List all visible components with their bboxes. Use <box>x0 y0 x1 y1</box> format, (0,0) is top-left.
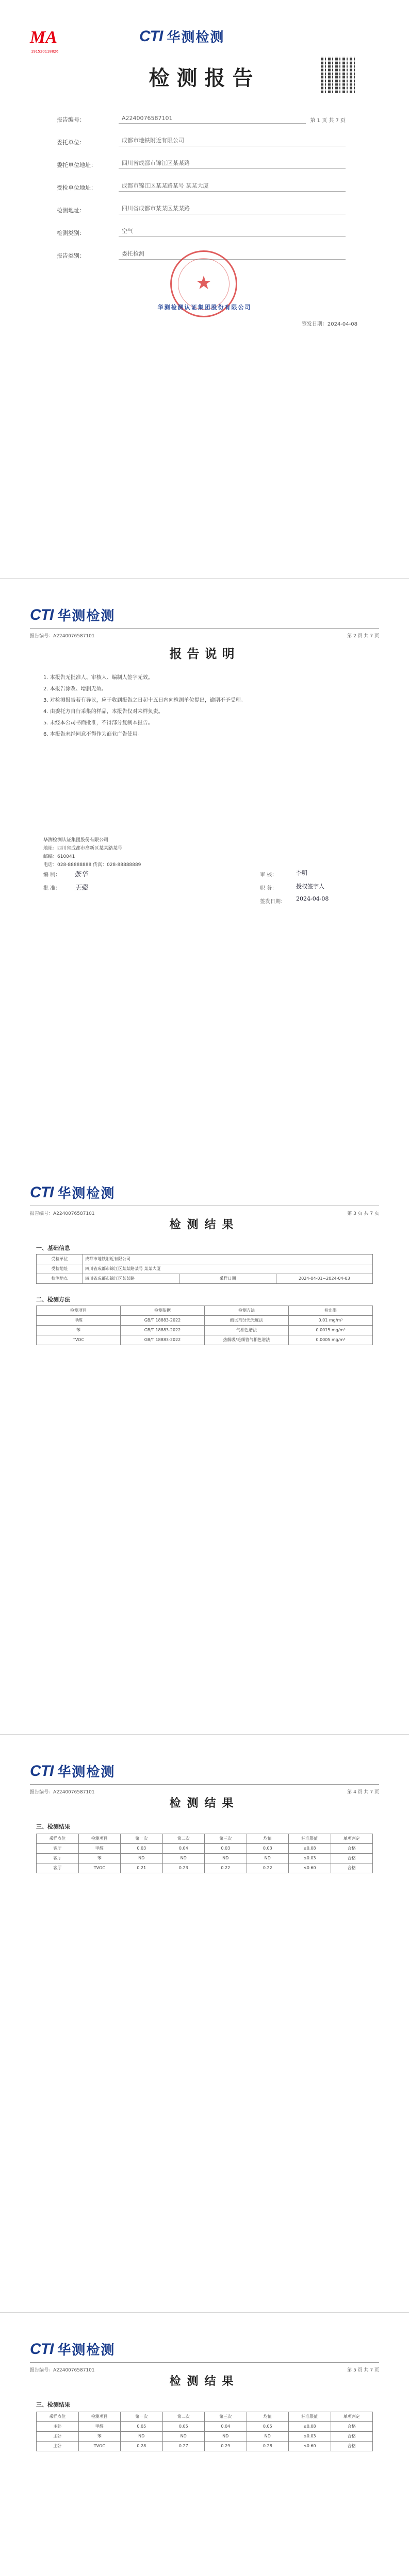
page-number: 第 1 页 共 7 页 <box>310 118 346 124</box>
result-cell: 0.03 <box>247 1844 289 1854</box>
signature: 王强 <box>74 884 88 892</box>
result-cell: 客厅 <box>37 1863 79 1873</box>
result-cell: ND <box>205 1854 247 1863</box>
brand-cn: 华测检测 <box>167 30 225 45</box>
result-cell: 合格 <box>331 2442 373 2451</box>
result-col-header: 第一次 <box>121 1834 163 1844</box>
method-cell: 酚试剂分光光度法 <box>205 1316 289 1326</box>
method-cell: 热解吸/毛细管气相色谱法 <box>205 1335 289 1345</box>
result-cell: 主卧 <box>37 2442 79 2451</box>
result-cell: 0.03 <box>121 1844 163 1854</box>
page-number: 第 4 页 共 7 页 <box>347 1790 379 1795</box>
result-cell: 合格 <box>331 2432 373 2442</box>
result-col-header: 单项判定 <box>331 2412 373 2422</box>
statement-list <box>43 672 373 740</box>
results-title: 检测结果 <box>169 1797 240 1810</box>
result-cell: 合格 <box>331 1863 373 1873</box>
result-cell: 0.05 <box>247 2422 289 2432</box>
table-row <box>37 1863 373 1873</box>
report-no-label: 报告编号： <box>57 116 85 123</box>
method-col-header: 检出限 <box>289 1306 373 1316</box>
method-cell: 气相色谱法 <box>205 1326 289 1335</box>
results-title: 检测结果 <box>169 1218 240 1231</box>
result-col-header: 标准限值 <box>289 1834 331 1844</box>
info-key: 采样日期 <box>179 1274 276 1284</box>
result-cell: 0.21 <box>121 1863 163 1873</box>
result-cell: ≤0.03 <box>289 2432 331 2442</box>
result-cell: ND <box>162 1854 205 1863</box>
brand-cn: 华测检测 <box>57 1765 116 1780</box>
statement-item: 4. 由委托方自行采集的样品，本报告仅对来样负责。 <box>43 709 163 715</box>
address-line: 电话：028-88888888 传真：028-88888889 <box>43 862 141 868</box>
cover-field-value: 成都市锦江区某某路某号 某某大厦 <box>119 181 346 192</box>
result-cell: 合格 <box>331 1844 373 1854</box>
cover-field-value: 空气 <box>119 227 346 237</box>
table-row <box>37 2442 373 2451</box>
cover-field-label: 委托单位： <box>57 139 85 146</box>
result-cell: 客厅 <box>37 1854 79 1863</box>
results-title: 检测结果 <box>169 2375 240 2388</box>
result-table <box>36 2412 373 2451</box>
brand-cn: 华测检测 <box>57 608 116 624</box>
cover-footer: 华测检测认证集团股份有限公司 <box>157 304 252 311</box>
sign-right-label: 审 核： <box>260 872 277 878</box>
method-cell: 苯 <box>37 1326 121 1335</box>
result-cell: ≤0.08 <box>289 2422 331 2432</box>
info-value: 2024-04-01~2024-04-03 <box>276 1274 372 1284</box>
cover-field-row <box>57 124 346 146</box>
address-line: 邮编：610041 <box>43 854 75 859</box>
cover-field-label: 检测类别： <box>57 230 85 236</box>
cma-mark: MA <box>30 28 57 47</box>
result-cell: 0.03 <box>205 1844 247 1854</box>
sign-left-label: 批 准： <box>43 886 61 891</box>
result-col-header: 均值 <box>247 2412 289 2422</box>
signature: 张华 <box>74 871 88 878</box>
company-address <box>43 836 141 869</box>
statement-page <box>0 578 409 1156</box>
result-cell: 0.04 <box>205 2422 247 2432</box>
result-cell: 合格 <box>331 1854 373 1863</box>
result-cell: ND <box>205 2432 247 2442</box>
basic-info-table <box>36 1254 373 1284</box>
result-cell: ≤0.60 <box>289 1863 331 1873</box>
sign-left-label: 编 制： <box>43 872 61 878</box>
result-cell: ≤0.08 <box>289 1844 331 1854</box>
statement-item: 1. 本报告无批准人、审核人、编制人签字无效。 <box>43 675 153 681</box>
method-cell: 0.0015 mg/m³ <box>289 1326 373 1335</box>
page-number: 第 5 页 共 7 页 <box>347 2368 379 2373</box>
method-table <box>36 1306 373 1345</box>
sign-right-value: 李明 <box>296 870 307 876</box>
result-cell: 0.05 <box>121 2422 163 2432</box>
result-cell: TVOC <box>78 2442 121 2451</box>
sign-row <box>43 897 373 910</box>
result-cell: 主卧 <box>37 2422 79 2432</box>
result-cell: ND <box>162 2432 205 2442</box>
page-header <box>30 2340 379 2360</box>
result-col-header: 检测项目 <box>78 2412 121 2422</box>
result-cell: 主卧 <box>37 2432 79 2442</box>
method-cell: GB/T 18883-2022 <box>121 1316 205 1326</box>
cover-field-value: 成都市地铁附近有限公司 <box>119 136 346 146</box>
info-key: 受检单位 <box>37 1255 83 1264</box>
cover-field-label: 委托单位地址： <box>57 162 96 168</box>
result-cell: 甲醛 <box>78 1844 121 1854</box>
page-number: 第 3 页 共 7 页 <box>347 1211 379 1216</box>
result-cell: 苯 <box>78 2432 121 2442</box>
report-no: 报告编号：A2240076587101 <box>30 2368 95 2373</box>
result-cell: 合格 <box>331 2422 373 2432</box>
result-cell: ND <box>247 1854 289 1863</box>
method-col-header: 检测依据 <box>121 1306 205 1316</box>
result-cell: 0.27 <box>162 2442 205 2451</box>
table-row <box>37 1316 373 1326</box>
statement-item: 6. 本报告未经同意不得作为商业广告使用。 <box>43 732 143 737</box>
statement-item: 3. 对检测报告若有异议，应于收到报告之日起十五日内向检测单位提出，逾期不予受理。 <box>43 698 246 703</box>
brand-cn: 华测检测 <box>57 1186 116 1201</box>
table-row <box>37 1854 373 1863</box>
result-cell: 客厅 <box>37 1844 79 1854</box>
report-no-value: A2240076587101 <box>119 115 306 124</box>
cma-logo <box>30 28 74 54</box>
method-cell: TVOC <box>37 1335 121 1345</box>
page-header <box>30 1761 379 1782</box>
issue-date: 签发日期：2024-04-08 <box>301 321 357 327</box>
brand-en: CTI <box>30 606 54 623</box>
result-col-header: 标准限值 <box>289 2412 331 2422</box>
result-cell: 0.28 <box>247 2442 289 2451</box>
table-row <box>37 1326 373 1335</box>
basic-info-heading: 一、基础信息 <box>36 1245 70 1251</box>
cover-field-label: 检测地址： <box>57 207 85 214</box>
result-page <box>0 1156 409 1734</box>
result-cell: 0.28 <box>121 2442 163 2451</box>
report-no: 报告编号：A2240076587101 <box>30 634 95 639</box>
table-row <box>37 1255 373 1264</box>
brand-en: CTI <box>30 1762 54 1780</box>
brand-logo <box>139 27 224 46</box>
result-cell: 0.22 <box>247 1863 289 1873</box>
signatures <box>43 870 373 910</box>
result-col-header: 第三次 <box>205 1834 247 1844</box>
result-col-header: 检测项目 <box>78 1834 121 1844</box>
method-cell: GB/T 18883-2022 <box>121 1326 205 1335</box>
table-row <box>37 1274 373 1284</box>
page-header <box>30 1183 379 1204</box>
brand-en: CTI <box>30 2340 54 2358</box>
result-page <box>0 2312 409 2576</box>
method-cell: 0.0005 mg/m³ <box>289 1335 373 1345</box>
method-cell: 甲醛 <box>37 1316 121 1326</box>
address-line: 地址：四川省成都市高新区某某路某号 <box>43 846 123 851</box>
cover-info <box>57 101 346 260</box>
address-line: 华测检测认证集团股份有限公司 <box>43 838 109 843</box>
info-key: 受检地址 <box>37 1264 83 1274</box>
result-heading: 三、检测结果 <box>36 2401 70 2408</box>
table-row <box>37 2422 373 2432</box>
result-cell: 0.23 <box>162 1863 205 1873</box>
cover-field-value: 四川省成都市锦江区某某路 <box>119 159 346 169</box>
method-col-header: 检测方法 <box>205 1306 289 1316</box>
result-col-header: 第三次 <box>205 2412 247 2422</box>
result-cell: ≤0.03 <box>289 1854 331 1863</box>
result-heading: 三、检测结果 <box>36 1823 70 1830</box>
table-row <box>37 1844 373 1854</box>
qr-code-icon <box>321 57 357 93</box>
table-row <box>37 1335 373 1345</box>
info-value: 四川省成都市锦江区某某路某号 某某大厦 <box>83 1264 373 1274</box>
result-col-header: 均值 <box>247 1834 289 1844</box>
result-cell: 0.05 <box>162 2422 205 2432</box>
result-cell: ND <box>121 1854 163 1863</box>
cover-field-value: 四川省成都市某某区某某路 <box>119 204 346 214</box>
result-cell: 0.22 <box>205 1863 247 1873</box>
sign-right-value: 授权签字人 <box>296 883 324 890</box>
result-col-header: 单项判定 <box>331 1834 373 1844</box>
table-row <box>37 2432 373 2442</box>
table-row <box>37 1264 373 1274</box>
result-col-header: 第二次 <box>162 2412 205 2422</box>
report-title: 检测报告 <box>149 66 260 90</box>
report-no-row <box>57 101 346 124</box>
brand-cn: 华测检测 <box>57 2343 116 2358</box>
result-cell: 甲醛 <box>78 2422 121 2432</box>
cover-field-label: 报告类别： <box>57 252 85 259</box>
brand-en: CTI <box>139 27 163 45</box>
cover-field-label: 受检单位地址： <box>57 184 96 191</box>
result-table <box>36 1834 373 1873</box>
result-col-header: 采样点位 <box>37 1834 79 1844</box>
result-cell: TVOC <box>78 1863 121 1873</box>
report-no: 报告编号：A2240076587101 <box>30 1790 95 1795</box>
sign-right-value: 2024-04-08 <box>296 895 329 902</box>
info-key: 检测地点 <box>37 1274 83 1284</box>
method-cell: GB/T 18883-2022 <box>121 1335 205 1345</box>
result-cell: 苯 <box>78 1854 121 1863</box>
sign-right-label: 签发日期： <box>260 899 286 905</box>
result-col-header: 第二次 <box>162 1834 205 1844</box>
cover-field-row <box>57 169 346 192</box>
result-cell: 0.04 <box>162 1844 205 1854</box>
cma-number: 191520118826 <box>31 49 59 54</box>
statement-item: 5. 未经本公司书面批准，不得部分复制本报告。 <box>43 720 153 726</box>
cover-page <box>0 0 409 578</box>
result-cell: ND <box>121 2432 163 2442</box>
info-value: 四川省成都市锦江区某某路 <box>83 1274 179 1284</box>
result-cell: 0.29 <box>205 2442 247 2451</box>
cover-field-value: 委托检测 <box>119 249 346 260</box>
result-col-header: 第一次 <box>121 2412 163 2422</box>
cover-field-row <box>57 214 346 237</box>
method-col-header: 检测项目 <box>37 1306 121 1316</box>
method-cell: 0.01 mg/m³ <box>289 1316 373 1326</box>
method-heading: 二、检测方法 <box>36 1296 70 1303</box>
statement-item: 2. 本报告涂改、增删无效。 <box>43 686 107 692</box>
cover-field-row <box>57 146 346 169</box>
cover-field-row <box>57 192 346 214</box>
result-page <box>0 1734 409 2312</box>
result-col-header: 采样点位 <box>37 2412 79 2422</box>
page-header <box>30 605 379 626</box>
page-number: 第 2 页 共 7 页 <box>347 634 379 639</box>
result-cell: ≤0.60 <box>289 2442 331 2451</box>
sign-right-label: 职 务： <box>260 886 277 891</box>
info-value: 成都市地铁附近有限公司 <box>83 1255 373 1264</box>
brand-en: CTI <box>30 1183 54 1201</box>
statement-title: 报告说明 <box>169 646 240 661</box>
result-cell: ND <box>247 2432 289 2442</box>
report-no: 报告编号：A2240076587101 <box>30 1211 95 1216</box>
